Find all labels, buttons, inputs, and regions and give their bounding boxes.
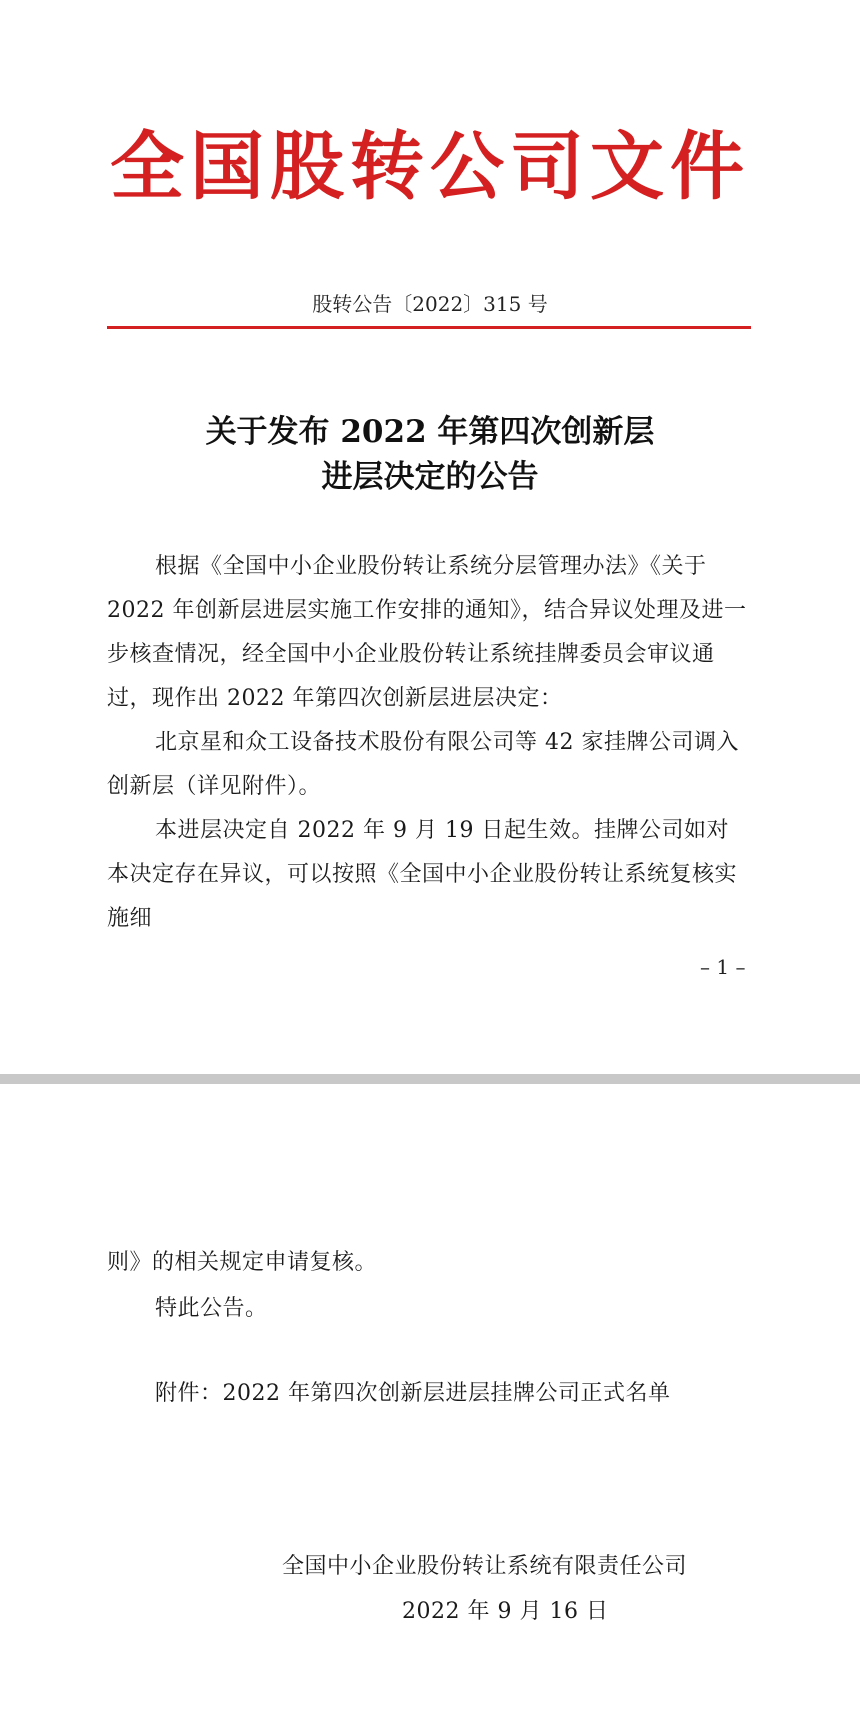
page-separator	[0, 1074, 860, 1084]
document-number: 股转公告〔2022〕315 号	[312, 292, 548, 316]
closing-text: 特此公告。	[155, 1296, 268, 1321]
attachment-note: 附件：2022 年第四次创新层进层挂牌公司正式名单	[155, 1381, 671, 1406]
page-number: – 1 –	[700, 955, 746, 979]
issue-date: 2022 年 9 月 16 日	[402, 1599, 609, 1624]
document-masthead: 全国股转公司文件	[110, 124, 750, 210]
body-paragraph-2: 北京星和众工设备技术股份有限公司等 42 家挂牌公司调入创新层（详见附件）。	[107, 730, 739, 799]
notice-title-line-1: 关于发布 2022 年第四次创新层	[205, 414, 655, 450]
red-divider-line	[107, 326, 751, 329]
issuer-name: 全国中小企业股份转让系统有限责任公司	[282, 1554, 688, 1579]
notice-title-line-2: 进层决定的公告	[321, 459, 539, 495]
body-paragraph-3: 本进层决定自 2022 年 9 月 19 日起生效。挂牌公司如对本决定存在异议，可以按照《全国中小企业股份转让系统复核实施细	[107, 818, 738, 931]
body-paragraph-1: 根据《全国中小企业股份转让系统分层管理办法》《关于 2022 年创新层进层实施工作安排的通知》，结合异议处理及进一步核查情况，经全国中小企业股份转让系统挂牌委员会审议通过，现作出 2022 年第四次创新层进层决定：	[107, 554, 747, 711]
continuation-text: 则》的相关规定申请复核。	[107, 1250, 378, 1275]
